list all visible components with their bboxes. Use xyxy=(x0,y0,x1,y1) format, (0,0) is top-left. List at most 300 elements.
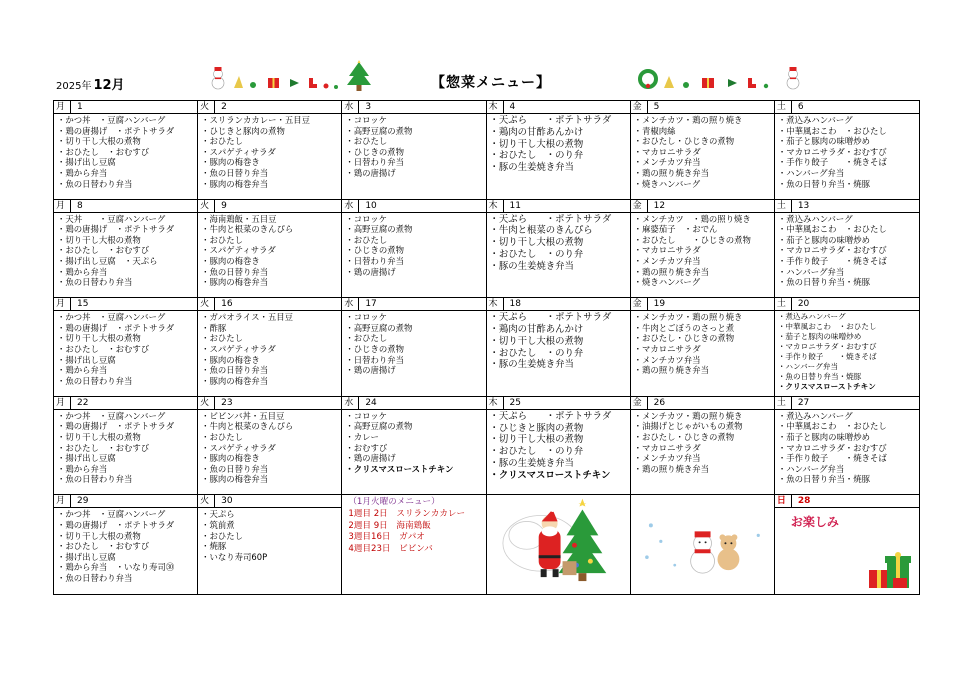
day-cell xyxy=(775,397,919,496)
day-header xyxy=(342,298,485,311)
party-hat-icon-r xyxy=(664,76,674,88)
menu-item: ・メンチカツ・鶏の照り焼き xyxy=(633,410,743,421)
weekday-label: 土 xyxy=(775,200,792,212)
menu-item: ・マカロニサラダ xyxy=(633,245,701,256)
menu-list xyxy=(775,311,919,392)
flag-icon xyxy=(290,79,299,87)
january-tuesday-notes xyxy=(342,495,485,555)
day-cell xyxy=(342,397,486,496)
menu-item: ・おひたし・ひじきの煮物 xyxy=(633,333,735,344)
menu-item: ・かつ丼 ・豆腐ハンバーグ xyxy=(57,312,166,323)
day-number: 28 xyxy=(797,496,811,507)
menu-item: ・おひたし xyxy=(201,333,244,344)
day-cell xyxy=(54,397,198,496)
day-header xyxy=(775,101,919,114)
day-cell xyxy=(342,495,486,594)
menu-item: ・メンチカツ・鶏の照り焼き xyxy=(633,115,743,125)
day-cell xyxy=(54,298,198,397)
weekday-label: 土 xyxy=(775,397,792,409)
menu-item: ・鶏の唐揚げ xyxy=(345,365,396,376)
year-label: 2025年 xyxy=(56,81,92,92)
menu-item: ・メンチカツ ・鶏の照り焼き xyxy=(633,213,751,224)
menu-item: ・ひじきの煮物 xyxy=(345,343,404,354)
day-number: 2 xyxy=(221,102,227,112)
menu-item: ・コロッケ xyxy=(345,213,388,224)
day-cell xyxy=(631,495,775,594)
menu-calendar xyxy=(53,100,920,595)
menu-item: ・鶏肉の甘酢あんかけ xyxy=(489,323,584,335)
day-header xyxy=(775,200,919,213)
menu-item: ・おひたし xyxy=(201,530,244,541)
day-header xyxy=(198,397,341,410)
day-header xyxy=(54,495,197,508)
menu-item: ・天ぷら xyxy=(201,509,235,520)
day-cell xyxy=(198,495,342,594)
menu-item: ・筑前煮 xyxy=(201,519,235,530)
menu-item: ・ひじきと豚肉の煮物 xyxy=(201,125,285,136)
day-number: 16 xyxy=(221,299,233,310)
menu-item: ・豚肉の梅巻弁当 xyxy=(201,474,269,485)
menu-item: ・手作り餃子 ・焼きそば xyxy=(777,157,887,168)
day-cell xyxy=(198,298,342,397)
day-number: 23 xyxy=(221,397,233,408)
menu-item: ・おひたし ・のり弁 xyxy=(489,150,584,162)
menu-list xyxy=(198,410,341,485)
menu-list xyxy=(487,410,630,482)
note-line: （1月火曜のメニュー） xyxy=(348,497,440,508)
menu-item: ・高野豆腐の煮物 xyxy=(345,322,413,333)
menu-item: ・日替わり弁当 xyxy=(345,255,404,266)
menu-item: ・鶏の唐揚げ ・ポテトサラダ xyxy=(57,322,175,333)
menu-list xyxy=(342,410,485,475)
menu-item: ・豚の生姜焼き弁当 xyxy=(489,162,574,174)
weekday-label: 金 xyxy=(631,397,648,409)
day-cell xyxy=(342,298,486,397)
day-header xyxy=(631,101,774,114)
menu-item: ・コロッケ xyxy=(345,410,388,421)
menu-item: ・豚肉の梅巻き xyxy=(201,453,260,464)
menu-item: ・天ぷら ・ポテトサラダ xyxy=(489,410,612,422)
weekday-label: 火 xyxy=(198,200,215,212)
menu-item: ・天ぷら ・ポテトサラダ xyxy=(489,213,612,225)
menu-item: ・日替わり弁当 xyxy=(345,354,404,365)
menu-item: ・クリスマスローストチキン xyxy=(777,382,876,392)
weekday-label: 火 xyxy=(198,397,215,409)
menu-item: ・スパゲティサラダ xyxy=(201,245,276,256)
day-header xyxy=(775,298,919,311)
menu-item: ・手作り餃子 ・焼きそば xyxy=(777,352,877,362)
menu-item: ・鶏から弁当 xyxy=(57,266,108,277)
menu-item: ・酢豚 xyxy=(201,322,227,333)
menu-list xyxy=(342,213,485,278)
gift-icon-r xyxy=(702,78,714,88)
menu-item: ・おひたし ・ひじきの煮物 xyxy=(633,234,751,245)
stocking-icon xyxy=(309,78,317,88)
menu-item: ・茄子と豚肉の味噌炒め xyxy=(777,332,862,342)
menu-item: ・おむすび xyxy=(345,442,388,453)
menu-item: ・かつ丼 ・豆腐ハンバーグ xyxy=(57,509,166,520)
menu-item: ・ひじきの煮物 xyxy=(345,245,404,256)
day-header xyxy=(631,200,774,213)
weekday-label: 水 xyxy=(342,298,359,310)
menu-item: ・切り干し大根の煮物 xyxy=(489,237,584,249)
menu-item: ・牛肉と根菜のきんぴら xyxy=(201,421,294,432)
day-cell xyxy=(487,298,631,397)
menu-item: ・マカロニサラダ・おむすび xyxy=(777,245,887,256)
menu-list xyxy=(775,114,919,189)
day-header xyxy=(487,298,630,311)
menu-list xyxy=(198,114,341,189)
day-cell xyxy=(54,101,198,200)
menu-item: ・おひたし xyxy=(201,136,244,147)
day-number: 27 xyxy=(797,397,810,408)
note-line: 3週目16日 ガパオ xyxy=(348,532,425,543)
day-header xyxy=(775,495,919,508)
menu-item: ・鶏から弁当 xyxy=(57,167,108,178)
menu-item: ・揚げ出し豆腐 xyxy=(57,157,116,168)
weekday-label: 月 xyxy=(54,200,71,212)
menu-item: ・高野豆腐の煮物 xyxy=(345,224,413,235)
day-number: 17 xyxy=(365,299,377,310)
snowman-icon xyxy=(212,67,224,89)
menu-item: ・揚げ出し豆腐 xyxy=(57,453,116,464)
menu-item: ・メンチカツ弁当 xyxy=(633,354,701,365)
day-number: 29 xyxy=(77,496,89,507)
menu-item: ・クリスマスローストチキン xyxy=(489,469,611,481)
day-number: 6 xyxy=(797,102,804,112)
menu-item: ・おひたし ・のり弁 xyxy=(489,347,584,359)
menu-list xyxy=(342,114,485,179)
day-header xyxy=(342,101,485,114)
menu-item: ・牛肉とごぼうのさっと煮 xyxy=(633,322,735,333)
menu-item: ・鶏の唐揚げ ・ポテトサラダ xyxy=(57,519,175,530)
ornament-icon xyxy=(250,82,256,88)
day-number: 25 xyxy=(509,397,521,408)
menu-list xyxy=(54,213,197,288)
day-cell xyxy=(631,397,775,496)
menu-list xyxy=(631,114,774,189)
day-number: 15 xyxy=(77,299,89,310)
menu-item: ・おひたし ・おむすび xyxy=(57,245,150,256)
menu-item: ・手作り餃子 ・焼きそば xyxy=(777,453,887,464)
menu-item: ・ビビンバ丼・五目豆 xyxy=(201,410,285,421)
menu-list xyxy=(631,311,774,376)
menu-item: ・鶏の照り焼き弁当 xyxy=(633,365,710,376)
day-header xyxy=(198,200,341,213)
month-label: 12月 xyxy=(93,78,125,93)
day-number: 5 xyxy=(653,102,660,112)
menu-item: ・中華風おこわ ・おひたし xyxy=(777,224,887,235)
day-number: 26 xyxy=(653,397,666,408)
menu-item: ・鶏の唐揚げ xyxy=(345,453,396,464)
day-header xyxy=(54,397,197,410)
menu-item: ・煮込みハンバーグ xyxy=(777,115,853,125)
menu-item: ・ハンバーグ弁当 xyxy=(777,266,845,277)
day-number: 10 xyxy=(365,200,377,211)
menu-item: ・メンチカツ・鶏の照り焼き xyxy=(633,312,743,323)
christmas-garland-right xyxy=(636,60,806,94)
weekday-label: 金 xyxy=(631,101,648,113)
menu-item: ・コロッケ xyxy=(345,312,388,323)
day-cell xyxy=(631,101,775,200)
menu-list xyxy=(54,410,197,485)
menu-item: ・青椒肉絲 xyxy=(633,125,676,136)
otanoshimi-label: お楽しみ xyxy=(790,515,839,530)
day-cell xyxy=(487,495,631,594)
menu-list xyxy=(775,410,919,485)
menu-item: ・魚の日替わり弁当 xyxy=(57,178,133,189)
day-header xyxy=(342,200,485,213)
weekday-label: 月 xyxy=(54,495,71,507)
weekday-label: 火 xyxy=(198,495,215,507)
menu-item: ・かつ丼 ・豆腐ハンバーグ xyxy=(57,410,166,421)
menu-item: ・マカロニサラダ・おむすび xyxy=(777,442,887,453)
weekday-label: 金 xyxy=(631,200,648,212)
day-cell xyxy=(342,200,486,299)
day-number: 22 xyxy=(77,397,89,408)
ornament-icon-r2 xyxy=(764,84,768,88)
menu-item: ・おひたし・ひじきの煮物 xyxy=(633,136,735,147)
menu-item: ・おひたし ・おむすび xyxy=(57,541,150,552)
menu-item: ・煮込みハンバーグ xyxy=(777,410,853,421)
menu-list xyxy=(198,311,341,386)
menu-item: ・天丼 ・豆腐ハンバーグ xyxy=(57,213,166,224)
day-number: 9 xyxy=(221,200,227,211)
menu-list xyxy=(487,311,630,371)
menu-item: ・切り干し大根の煮物 xyxy=(57,431,141,442)
menu-item: ・クリスマスローストチキン xyxy=(345,463,454,474)
menu-item: ・おひたし ・おむすび xyxy=(57,146,150,157)
menu-item: ・牛肉と根菜のきんぴら xyxy=(489,225,593,237)
menu-item: ・ガパオライス・五目豆 xyxy=(201,312,293,323)
menu-item: ・魚の日替り弁当・焼豚 xyxy=(777,178,870,189)
menu-item: ・切り干し大根の煮物 xyxy=(57,333,141,344)
day-header xyxy=(631,298,774,311)
day-cell xyxy=(487,200,631,299)
day-number: 20 xyxy=(797,299,810,310)
menu-item: ・おひたし xyxy=(345,333,388,344)
menu-item: ・中華風おこわ ・おひたし xyxy=(777,125,887,136)
menu-item: ・天ぷら ・ポテトサラダ xyxy=(489,115,612,126)
menu-item: ・鶏の唐揚げ ・ポテトサラダ xyxy=(57,125,175,136)
menu-item: ・コロッケ xyxy=(345,115,388,125)
menu-item: ・焼きハンバーグ xyxy=(633,277,701,288)
menu-item: ・魚の日替り弁当・焼豚 xyxy=(777,277,870,288)
note-line: 2週目 9日 海南鶏飯 xyxy=(348,520,431,531)
menu-item: ・おひたし xyxy=(201,234,244,245)
day-cell xyxy=(775,200,919,299)
snowman-bear-illustration xyxy=(631,495,774,594)
day-number: 8 xyxy=(77,200,83,211)
menu-item: ・メンチカツ弁当 xyxy=(633,157,701,168)
menu-item: ・茄子と豚肉の味噌炒め xyxy=(777,234,870,245)
weekday-label: 水 xyxy=(342,101,359,113)
day-number: 12 xyxy=(653,200,666,211)
day-header xyxy=(198,298,341,311)
ornament-icon-2 xyxy=(324,84,329,89)
menu-item: ・牛肉と根菜のきんぴら xyxy=(201,224,294,235)
snowman-icon-r xyxy=(787,67,799,89)
menu-item: ・スパゲティサラダ xyxy=(201,343,276,354)
menu-item: ・鶏の唐揚げ ・ポテトサラダ xyxy=(57,224,175,235)
menu-item: ・マカロニサラダ・おむすび xyxy=(777,146,887,157)
menu-item: ・切り干し大根の煮物 xyxy=(57,136,141,147)
weekday-label: 月 xyxy=(54,298,71,310)
day-number: 11 xyxy=(509,200,521,211)
menu-item: ・鶏から弁当 ・いなり寿司㉚ xyxy=(57,562,175,573)
menu-item: ・鶏から弁当 xyxy=(57,463,108,474)
note-line: 1週目 2日 スリランカカレー xyxy=(348,508,466,519)
day-header xyxy=(198,495,341,508)
menu-item: ・切り干し大根の煮物 xyxy=(489,138,584,150)
menu-item: ・魚の日替り弁当 xyxy=(201,266,269,277)
menu-item: ・ハンバーグ弁当 xyxy=(777,463,845,474)
menu-item: ・鶏の照り焼き弁当 xyxy=(633,266,710,277)
day-header xyxy=(54,101,197,114)
weekday-label: 水 xyxy=(342,397,359,409)
day-cell xyxy=(775,101,919,200)
menu-item: ・マカロニサラダ xyxy=(633,146,701,157)
weekday-label: 木 xyxy=(487,397,504,409)
day-cell xyxy=(198,101,342,200)
weekday-label: 火 xyxy=(198,298,215,310)
day-cell xyxy=(631,298,775,397)
menu-item: ・焼豚 xyxy=(201,541,227,552)
stocking-icon-r xyxy=(748,78,756,88)
menu-list xyxy=(54,114,197,189)
menu-item: ・切り干し大根の煮物 xyxy=(57,234,141,245)
menu-item: ・鶏の照り焼き弁当 xyxy=(633,167,710,178)
menu-item: ・魚の日替わり弁当 xyxy=(57,474,133,485)
menu-list xyxy=(342,311,485,376)
menu-item: ・豚肉の梅巻弁当 xyxy=(201,375,269,386)
wreath-icon xyxy=(640,71,656,88)
menu-item: ・かつ丼 ・豆腐ハンバーグ xyxy=(57,115,166,125)
menu-item: ・鶏肉の甘酢あんかけ xyxy=(489,126,584,138)
menu-item: ・豚肉の梅巻き xyxy=(201,255,260,266)
day-number: 24 xyxy=(365,397,377,408)
menu-item: ・油揚げとじゃがいもの煮物 xyxy=(633,421,743,432)
menu-item: ・豚肉の梅巻弁当 xyxy=(201,277,269,288)
menu-item: ・海南鶏飯・五目豆 xyxy=(201,213,277,224)
day-number: 4 xyxy=(509,102,516,112)
menu-item: ・おひたし・ひじきの煮物 xyxy=(633,431,735,442)
day-header xyxy=(487,200,630,213)
menu-item: ・揚げ出し豆腐 xyxy=(57,354,116,365)
menu-item: ・魚の日替り弁当 xyxy=(201,365,269,376)
menu-item: ・豚の生姜焼き弁当 xyxy=(489,359,574,371)
menu-item: ・揚げ出し豆腐 xyxy=(57,551,116,562)
day-cell xyxy=(775,495,919,594)
menu-item: ・豚肉の梅巻き xyxy=(201,157,260,168)
menu-item: ・魚の日替り弁当・焼豚 xyxy=(777,474,870,485)
day-header xyxy=(487,101,630,114)
day-header xyxy=(631,397,774,410)
flag-icon-r xyxy=(728,79,737,87)
menu-list xyxy=(631,410,774,475)
menu-item: ・煮込みハンバーグ xyxy=(777,312,846,322)
menu-item: ・ハンバーグ弁当 xyxy=(777,167,845,178)
menu-item: ・焼きハンバーグ xyxy=(633,178,701,189)
menu-item: ・メンチカツ弁当 xyxy=(633,453,701,464)
day-cell xyxy=(54,495,198,594)
menu-item: ・マカロニサラダ xyxy=(633,442,701,453)
menu-item: ・マカロニサラダ xyxy=(633,343,701,354)
weekday-label: 日 xyxy=(775,495,792,507)
menu-item: ・切り干し大根の煮物 xyxy=(57,530,141,541)
day-number: 3 xyxy=(365,102,372,112)
day-header xyxy=(198,101,341,114)
menu-item: ・鶏の唐揚げ ・ポテトサラダ xyxy=(57,421,175,432)
menu-item: ・麻婆茄子 ・おでん xyxy=(633,224,718,235)
ornament-icon-r xyxy=(683,82,689,88)
menu-item: ・日替わり弁当 xyxy=(345,157,404,168)
day-cell xyxy=(631,200,775,299)
menu-list xyxy=(198,508,341,562)
menu-list xyxy=(54,311,197,386)
party-hat-icon xyxy=(234,76,243,88)
weekday-label: 火 xyxy=(198,101,215,113)
menu-list xyxy=(487,213,630,273)
menu-item: ・いなり寿司60P xyxy=(201,551,268,562)
menu-item: ・おひたし ・のり弁 xyxy=(489,248,584,260)
menu-item: ・スリランカカレー・五目豆 xyxy=(201,115,311,125)
weekday-label: 月 xyxy=(54,101,71,113)
weekday-label: 土 xyxy=(775,101,792,113)
weekday-label: 木 xyxy=(487,298,504,310)
menu-item: ・おひたし xyxy=(201,431,244,442)
day-number: 30 xyxy=(221,496,233,507)
santa-tree-illustration xyxy=(487,495,630,594)
day-header xyxy=(342,397,485,410)
year-month xyxy=(56,74,125,93)
day-header xyxy=(775,397,919,410)
menu-item: ・おひたし ・おむすび xyxy=(57,442,150,453)
weekday-label: 金 xyxy=(631,298,648,310)
menu-item: ・豚肉の梅巻き xyxy=(201,354,260,365)
menu-item: ・スパゲティサラダ xyxy=(201,146,276,157)
menu-list xyxy=(54,508,197,583)
menu-item: ・魚の日替り弁当・焼豚 xyxy=(777,372,862,382)
menu-item: ・豚の生姜焼き弁当 xyxy=(489,260,574,272)
menu-list xyxy=(487,114,630,174)
day-cell xyxy=(775,298,919,397)
gift-box-icon xyxy=(867,550,915,592)
menu-item: ・茄子と豚肉の味噌炒め xyxy=(777,431,870,442)
day-header xyxy=(54,200,197,213)
weekday-label: 土 xyxy=(775,298,792,310)
menu-item: ・揚げ出し豆腐 ・天ぷら xyxy=(57,255,158,266)
menu-item: ・天ぷら ・ポテトサラダ xyxy=(489,312,612,324)
menu-item: ・高野豆腐の煮物 xyxy=(345,421,413,432)
day-number: 13 xyxy=(797,200,810,211)
menu-item: ・おひたし xyxy=(345,234,388,245)
menu-item: ・魚の日替り弁当 xyxy=(201,463,269,474)
menu-title: 【惣菜メニュー】 xyxy=(431,75,551,91)
menu-item: ・切り干し大根の煮物 xyxy=(489,335,584,347)
menu-item: ・魚の日替わり弁当 xyxy=(57,277,133,288)
christmas-tree-icon xyxy=(347,60,371,91)
menu-item: ・スパゲティサラダ xyxy=(201,442,276,453)
menu-item: ・おひたし xyxy=(345,136,388,147)
day-cell xyxy=(54,200,198,299)
day-number: 1 xyxy=(77,102,83,112)
note-line: 4週目23日 ビビンバ xyxy=(348,543,433,554)
menu-list xyxy=(198,213,341,288)
menu-item: ・おひたし ・おむすび xyxy=(57,343,150,354)
menu-item: ・煮込みハンバーグ xyxy=(777,213,853,224)
day-cell xyxy=(198,397,342,496)
